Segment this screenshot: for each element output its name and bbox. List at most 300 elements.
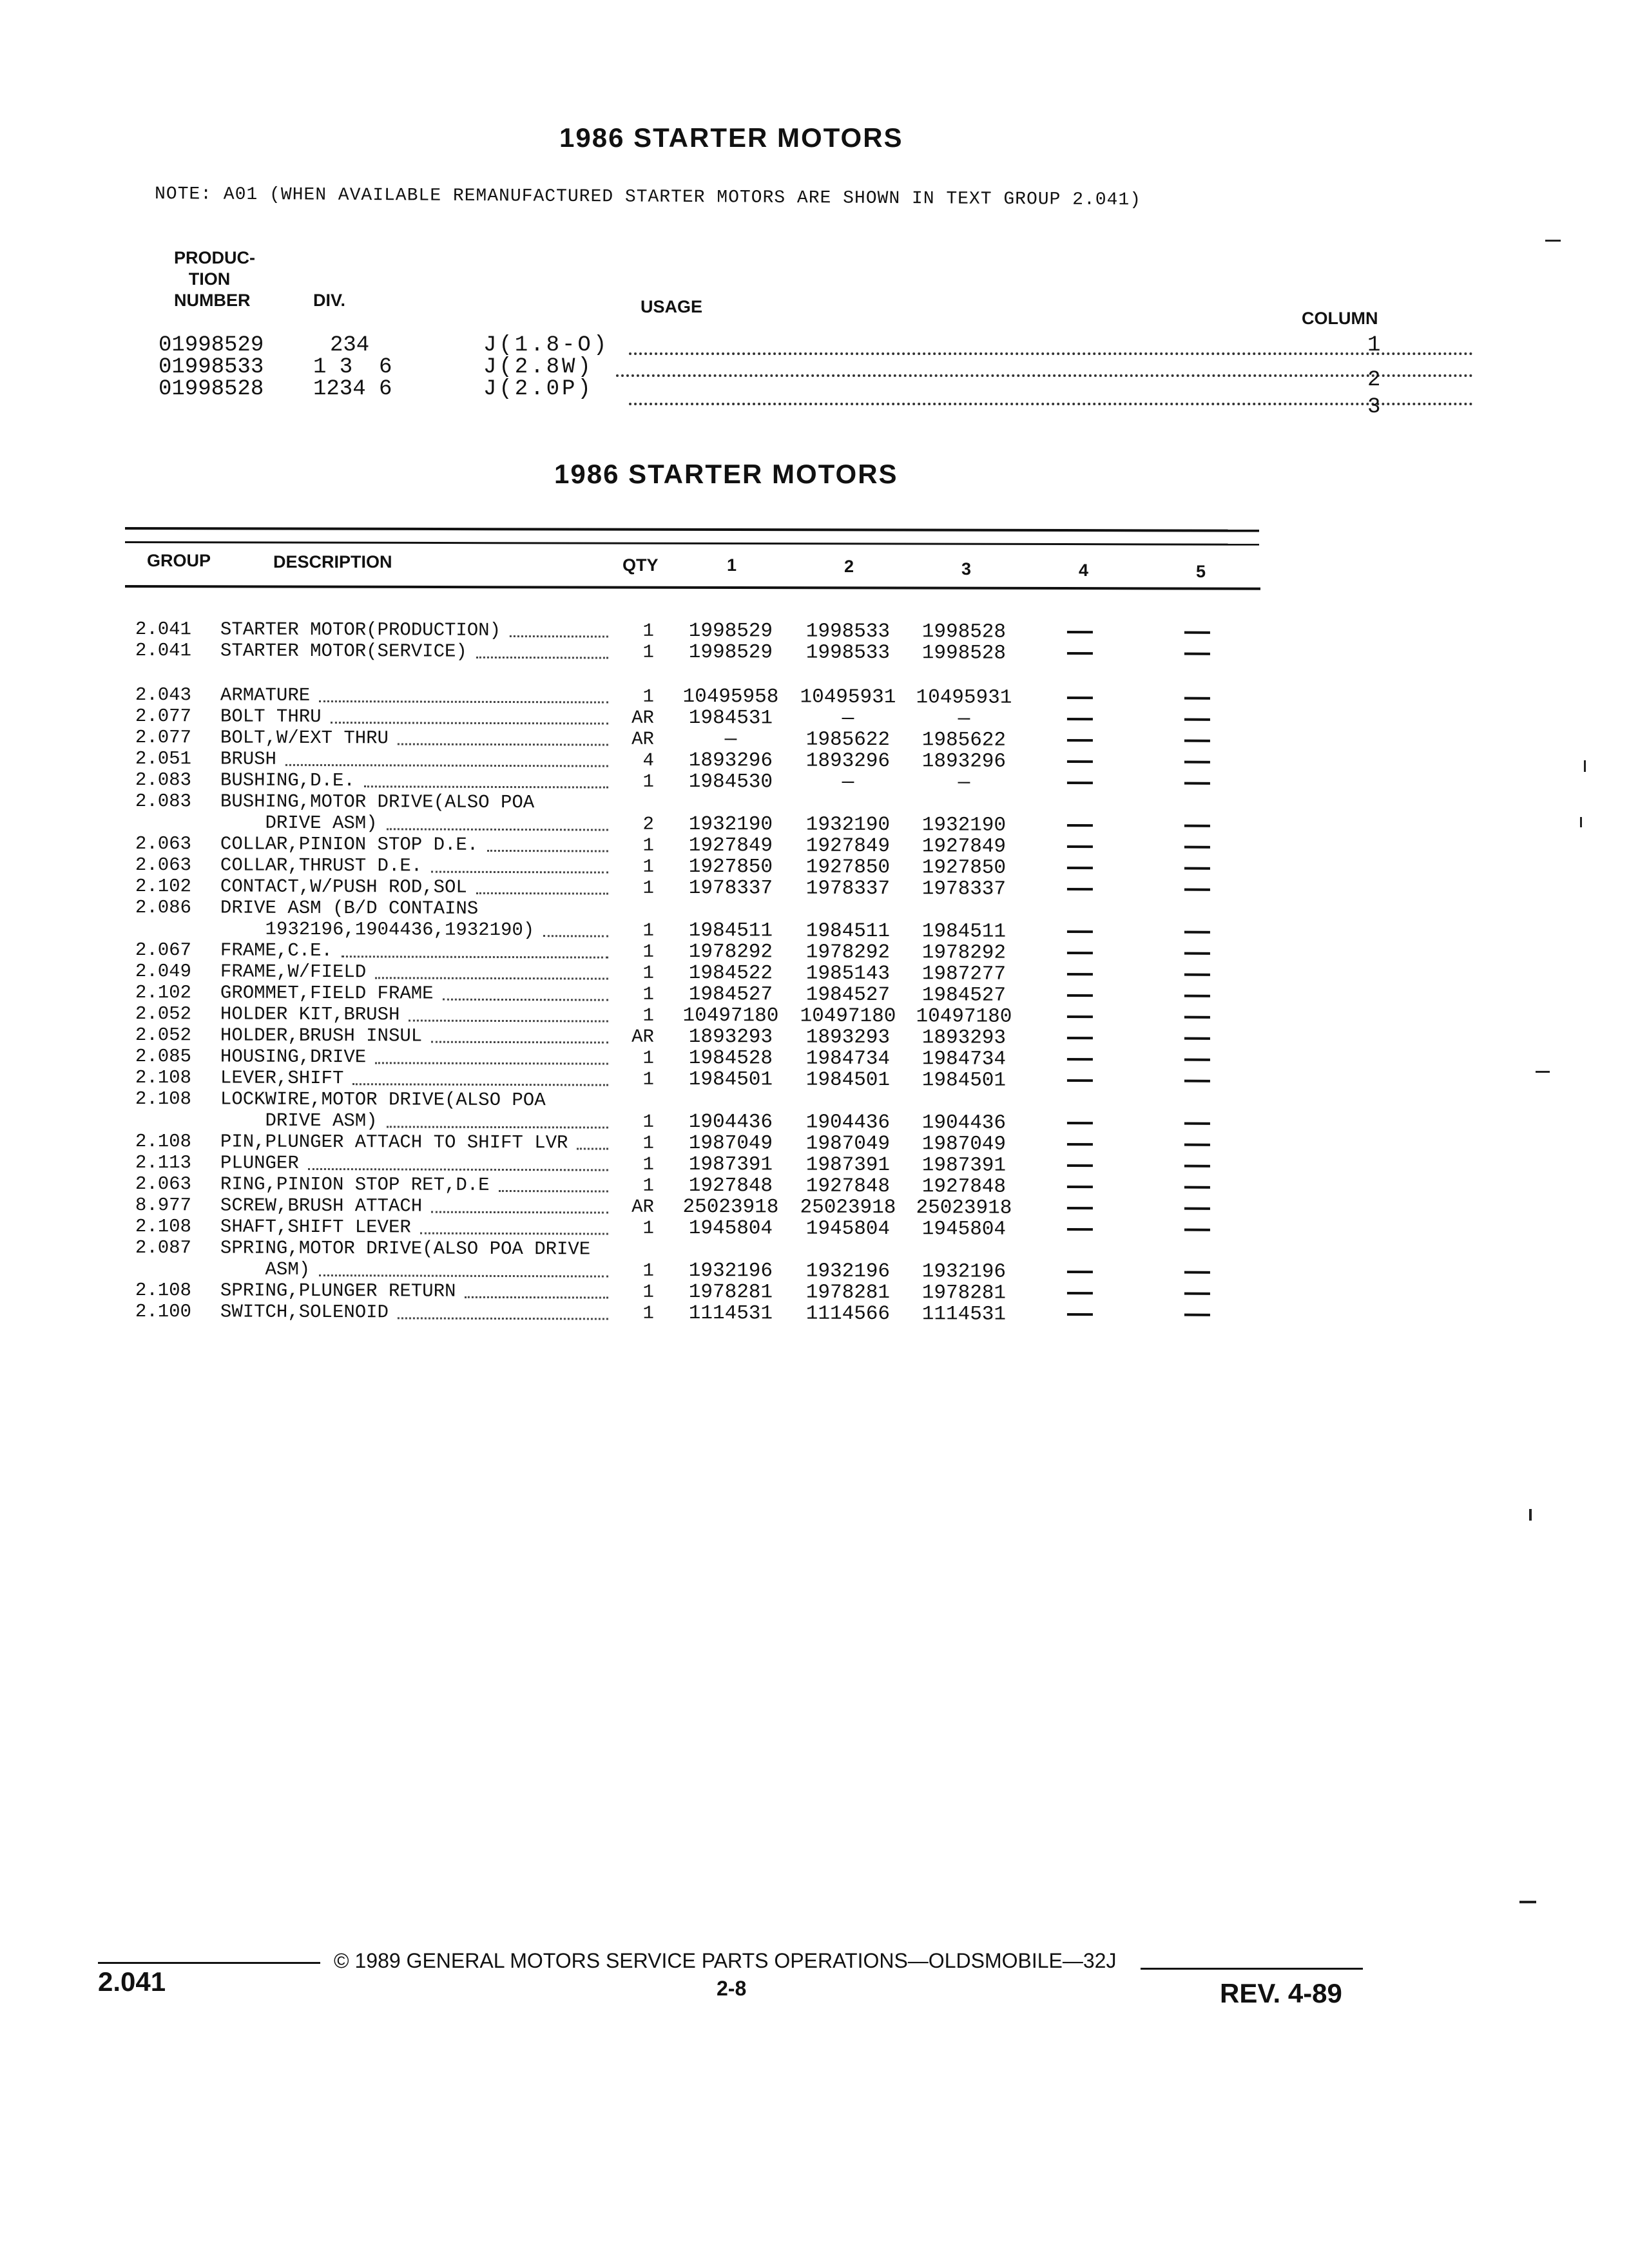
- leader-dots: [308, 1157, 608, 1171]
- col2-part-number: 1984501: [805, 1068, 891, 1092]
- col2-part-number: 25023918: [800, 1196, 896, 1220]
- description-cell: FRAME,C.E.: [220, 939, 333, 962]
- group-cell: 2.041: [135, 640, 192, 662]
- qty-cell: 1: [642, 919, 654, 941]
- col3-header: 3: [961, 559, 972, 579]
- description-cell: BOLT THRU: [220, 706, 322, 728]
- leader-dots: [375, 1050, 608, 1064]
- col4-dash: [1067, 867, 1093, 869]
- col5-dash: [1184, 1144, 1210, 1146]
- col4-dash: [1067, 994, 1093, 997]
- col5-dash: [1184, 846, 1210, 849]
- col1-part-number: 1984522: [688, 961, 773, 985]
- description-cell: PIN,PLUNGER ATTACH TO SHIFT LVR: [220, 1131, 568, 1154]
- col1-part-number: 1984530: [688, 770, 773, 794]
- leader-dots: [330, 710, 608, 725]
- col4-dash: [1067, 1271, 1093, 1273]
- leader-dots: [431, 1030, 608, 1044]
- description-cell: FRAME,W/FIELD: [220, 961, 367, 983]
- col5-dash: [1184, 782, 1210, 785]
- col2-part-number: 1893296: [805, 749, 891, 773]
- qty-cell: 1: [642, 1004, 654, 1026]
- col2-part-number: 10495931: [800, 686, 896, 709]
- leader-dots: [398, 1305, 608, 1320]
- col5-dash: [1184, 1293, 1210, 1295]
- description-cell: SPRING,PLUNGER RETURN: [220, 1280, 456, 1302]
- col2-part-number: 1987049: [805, 1132, 891, 1156]
- col2-part-number: 10497180: [800, 1004, 896, 1028]
- production-number: 01998528: [159, 377, 264, 401]
- section-title: 1986 STARTER MOTORS: [554, 459, 898, 489]
- col4-dash: [1067, 973, 1093, 975]
- group-cell: 2.108: [135, 1216, 192, 1238]
- qty-cell: AR: [631, 1196, 654, 1218]
- col1-part-number: 1893293: [688, 1025, 773, 1049]
- col4-dash: [1067, 1207, 1093, 1209]
- col4-dash: [1067, 1186, 1093, 1188]
- col4-dash: [1067, 631, 1093, 633]
- col3-part-number: 1985622: [921, 729, 1007, 752]
- col3-part-number: 1114531: [921, 1303, 1007, 1326]
- col1-part-number: 1987391: [688, 1153, 773, 1177]
- leader-dots: [364, 774, 608, 788]
- scan-mark: [1529, 1509, 1532, 1521]
- group-cell: 2.108: [135, 1280, 192, 1302]
- col3-part-number: 1987391: [921, 1154, 1007, 1177]
- leader-dots: [420, 1221, 608, 1235]
- qty-cell: 2: [642, 813, 654, 835]
- col5-header: 5: [1196, 562, 1206, 581]
- col2-part-number: 1927849: [805, 834, 891, 858]
- col3-part-number: 1978292: [921, 941, 1007, 965]
- col2-part-number: 1927850: [805, 856, 891, 879]
- group-cell: 2.063: [135, 833, 192, 855]
- footer-rule-right: [1141, 1968, 1363, 1970]
- leader-dots: [487, 838, 608, 852]
- col2-header: 2: [844, 557, 854, 576]
- col2-part-number: 1984734: [805, 1047, 891, 1071]
- column-header: COLUMN: [1302, 309, 1378, 328]
- table-top-rule: [125, 527, 1259, 532]
- col5-dash: [1184, 1122, 1210, 1125]
- col4-dash: [1067, 760, 1093, 763]
- description-cell: ARMATURE: [220, 684, 311, 706]
- col3-part-number: 1998528: [921, 620, 1007, 644]
- leader-dots: [285, 753, 608, 767]
- col4-dash: [1067, 718, 1093, 720]
- col3-part-number: —: [958, 707, 970, 731]
- col1-part-number: 25023918: [682, 1195, 779, 1219]
- description-cell: BUSHING,D.E.: [220, 769, 355, 792]
- group-cell: 2.108: [135, 1131, 192, 1153]
- col5-dash: [1184, 1059, 1210, 1061]
- leader-dots: [629, 390, 1473, 405]
- description-cell: RING,PINION STOP RET,D.E: [220, 1173, 490, 1196]
- leader-dots: [442, 987, 608, 1001]
- description-cell: BUSHING,MOTOR DRIVE(ALSO POA: [220, 791, 535, 814]
- col5-dash: [1184, 1314, 1210, 1316]
- qty-cell: 1: [642, 641, 654, 663]
- description-cell: COLLAR,PINION STOP D.E.: [220, 833, 479, 856]
- group-cell: 2.043: [135, 684, 192, 706]
- col2-part-number: —: [842, 707, 854, 730]
- group-cell: 2.086: [135, 897, 192, 919]
- col3-part-number: 1984501: [921, 1069, 1007, 1092]
- group-cell: 2.041: [135, 619, 192, 640]
- group-cell: 2.049: [135, 961, 192, 983]
- col4-dash: [1067, 652, 1093, 655]
- col4-dash: [1067, 739, 1093, 742]
- col2-part-number: 1987391: [805, 1153, 891, 1177]
- col3-part-number: 10497180: [916, 1005, 1012, 1028]
- description-cell: CONTACT,W/PUSH ROD,SOL: [220, 876, 467, 898]
- leader-dots: [431, 860, 608, 874]
- col4-dash: [1067, 824, 1093, 827]
- qty-cell: 1: [642, 877, 654, 899]
- col3-part-number: 1893296: [921, 750, 1007, 773]
- qty-cell: 1: [642, 834, 654, 856]
- production-row: [159, 377, 1396, 419]
- description-cell: COLLAR,THRUST D.E.: [220, 854, 423, 877]
- col1-part-number: [673, 1239, 789, 1240]
- group-cell: 2.102: [135, 982, 192, 1004]
- qty-cell: 1: [642, 1068, 654, 1090]
- col2-part-number: 1998533: [805, 641, 891, 665]
- col3-part-number: 1927848: [921, 1175, 1007, 1198]
- col3-part-number: 1904436: [921, 1111, 1007, 1135]
- col4-dash: [1067, 1143, 1093, 1146]
- col4-dash: [1067, 1079, 1093, 1082]
- description-cell: PLUNGER: [220, 1152, 299, 1174]
- col2-part-number: 1984527: [805, 983, 891, 1007]
- col1-part-number: 1987049: [688, 1131, 773, 1155]
- leader-dots: [543, 923, 608, 937]
- col5-dash: [1184, 974, 1210, 976]
- col5-dash: [1184, 1016, 1210, 1019]
- description-cell: HOUSING,DRIVE: [220, 1046, 367, 1068]
- col5-dash: [1184, 889, 1210, 891]
- col3-part-number: 1927849: [921, 835, 1007, 858]
- leader-dots: [476, 645, 608, 659]
- qty-cell: 1: [642, 1132, 654, 1154]
- col2-part-number: 1985622: [805, 728, 891, 752]
- production-div: 1234 6: [313, 377, 392, 401]
- col5-dash: [1184, 1165, 1210, 1168]
- col2-part-number: 1978337: [805, 877, 891, 901]
- col4-dash: [1067, 1037, 1093, 1039]
- leader-dots: [386, 816, 608, 831]
- div-header: DIV.: [313, 291, 346, 310]
- col1-part-number: 1945804: [688, 1216, 773, 1240]
- description-cell: DRIVE ASM (B/D CONTAINS: [220, 897, 479, 919]
- leader-dots: [319, 689, 608, 704]
- col3-part-number: 1893293: [921, 1026, 1007, 1050]
- col3-part-number: 1987277: [921, 963, 1007, 986]
- group-cell: 2.113: [135, 1152, 192, 1174]
- leader-dots: [375, 965, 608, 979]
- col1-part-number: 10497180: [682, 1004, 779, 1028]
- col5-dash: [1184, 718, 1210, 721]
- col4-dash: [1067, 930, 1093, 933]
- production-header-line-1: PRODUC-: [174, 248, 255, 267]
- qty-cell: 1: [642, 856, 654, 878]
- page-title: 1986 STARTER MOTORS: [559, 122, 903, 153]
- footer-section: 2.041: [98, 1966, 166, 1997]
- group-cell: 2.087: [135, 1237, 192, 1259]
- col1-part-number: —: [724, 728, 737, 751]
- col1-part-number: 1984528: [688, 1046, 773, 1070]
- col1-part-number: 1893296: [688, 749, 773, 773]
- qty-cell: AR: [631, 728, 654, 750]
- col3-part-number: 1984734: [921, 1048, 1007, 1071]
- qty-cell: 4: [642, 749, 654, 771]
- col1-header: 1: [727, 555, 737, 575]
- col2-part-number: 1998533: [805, 620, 891, 644]
- production-column: 1: [1367, 333, 1381, 358]
- col4-dash: [1067, 697, 1093, 699]
- description-cell: LOCKWIRE,MOTOR DRIVE(ALSO POA: [220, 1088, 546, 1111]
- group-header: GROUP: [147, 551, 211, 570]
- col2-part-number: 1114566: [805, 1302, 891, 1326]
- col1-part-number: 1978337: [688, 876, 773, 900]
- col1-part-number: 1984531: [688, 706, 773, 730]
- col4-dash: [1067, 1015, 1093, 1018]
- col2-part-number: 1978281: [805, 1281, 891, 1305]
- col3-part-number: 1927850: [921, 856, 1007, 879]
- description-cell: BOLT,W/EXT THRU: [220, 727, 389, 749]
- scan-mark: [1536, 1071, 1550, 1073]
- table-header-rule: [125, 585, 1260, 590]
- production-number: 01998533: [159, 355, 264, 380]
- col4-dash: [1067, 888, 1093, 890]
- col2-part-number: 1927848: [805, 1175, 891, 1198]
- col2-part-number: 1945804: [805, 1217, 891, 1241]
- col1-part-number: 1904436: [688, 1110, 773, 1134]
- qty-cell: 1: [642, 1302, 654, 1324]
- leader-dots: [498, 1178, 608, 1193]
- scan-mark: [1519, 1901, 1536, 1903]
- col1-part-number: 1927850: [688, 855, 773, 879]
- description-header: DESCRIPTION: [273, 552, 392, 572]
- col3-part-number: 1984511: [921, 920, 1007, 943]
- leader-dots: [398, 731, 608, 745]
- group-cell: 2.052: [135, 1003, 192, 1025]
- col5-dash: [1184, 631, 1210, 634]
- col4-dash: [1067, 782, 1093, 784]
- footer-rule-left: [98, 1962, 320, 1964]
- col4-header: 4: [1079, 561, 1089, 580]
- col2-part-number: [790, 793, 906, 794]
- description-cell: SPRING,MOTOR DRIVE(ALSO POA DRIVE: [220, 1237, 591, 1260]
- qty-cell: AR: [631, 1026, 654, 1048]
- production-header-line-2: TION: [188, 269, 231, 289]
- description-cell: GROMMET,FIELD FRAME: [220, 982, 434, 1004]
- description-cell: SWITCH,SOLENOID: [220, 1301, 389, 1323]
- production-number: 01998529: [159, 333, 264, 358]
- leader-dots: [386, 1114, 608, 1128]
- col5-dash: [1184, 1080, 1210, 1082]
- col5-dash: [1184, 697, 1210, 700]
- col1-part-number: 1998529: [688, 619, 773, 643]
- leader-dots: [431, 1200, 608, 1214]
- group-cell: 2.085: [135, 1046, 192, 1068]
- col3-part-number: 1987049: [921, 1133, 1007, 1156]
- col3-part-number: 10495931: [916, 686, 1012, 709]
- description-cell: SHAFT,SHIFT LEVER: [220, 1216, 411, 1238]
- description-cell: LEVER,SHIFT: [220, 1067, 344, 1090]
- qty-cell: 1: [642, 771, 654, 793]
- group-cell: 2.100: [135, 1301, 192, 1323]
- group-cell: 2.063: [135, 1173, 192, 1195]
- footer-revision: REV. 4-89: [1220, 1978, 1342, 2008]
- leader-dots: [342, 944, 608, 958]
- group-cell: 2.052: [135, 1024, 192, 1046]
- table-top-rule-2: [125, 541, 1259, 546]
- qty-cell: AR: [631, 707, 654, 729]
- col3-part-number: 25023918: [916, 1196, 1012, 1220]
- col5-dash: [1184, 1229, 1210, 1231]
- col4-dash: [1067, 845, 1093, 848]
- group-cell: 2.083: [135, 791, 192, 812]
- col3-part-number: 1932196: [921, 1260, 1007, 1283]
- production-div: 1 3 6: [313, 355, 392, 380]
- col1-part-number: 1927849: [688, 834, 773, 858]
- production-column: 2: [1367, 368, 1381, 392]
- leader-dots: [409, 1008, 608, 1022]
- col2-part-number: 1978292: [805, 941, 891, 965]
- col5-dash: [1184, 825, 1210, 827]
- col1-part-number: 1978281: [688, 1280, 773, 1304]
- footer-page-number: 2-8: [717, 1977, 747, 2000]
- col4-dash: [1067, 1228, 1093, 1231]
- group-cell: 2.077: [135, 727, 192, 749]
- qty-cell: 1: [642, 1175, 654, 1196]
- qty-cell: 1: [642, 941, 654, 963]
- col4-dash: [1067, 1058, 1093, 1061]
- production-column: 3: [1367, 395, 1381, 419]
- col4-dash: [1067, 1164, 1093, 1167]
- col1-part-number: 1998529: [688, 640, 773, 664]
- group-cell: 2.102: [135, 876, 192, 898]
- col5-dash: [1184, 867, 1210, 870]
- col3-part-number: 1998528: [921, 642, 1007, 665]
- leader-dots: [577, 1136, 608, 1149]
- qty-header: QTY: [622, 555, 659, 575]
- qty-cell: 1: [642, 962, 654, 984]
- col1-part-number: 1984501: [688, 1068, 773, 1091]
- col5-dash: [1184, 995, 1210, 997]
- production-number-header: [174, 247, 255, 311]
- col3-part-number: 1984527: [921, 984, 1007, 1007]
- qty-cell: 1: [642, 1217, 654, 1239]
- qty-cell: 1: [642, 686, 654, 707]
- description-cell: SCREW,BRUSH ATTACH: [220, 1195, 423, 1217]
- col3-part-number: —: [958, 771, 970, 794]
- production-usage: J(1.8-O): [483, 333, 610, 358]
- col4-dash: [1067, 1292, 1093, 1294]
- production-usage: J(2.8W): [483, 355, 593, 380]
- col1-part-number: 1984527: [688, 983, 773, 1006]
- col5-dash: [1184, 740, 1210, 742]
- leader-dots: [352, 1072, 608, 1086]
- col2-part-number: 1904436: [805, 1111, 891, 1135]
- qty-cell: 1: [642, 620, 654, 642]
- group-cell: 8.977: [135, 1195, 192, 1216]
- description-cell: STARTER MOTOR(PRODUCTION): [220, 619, 501, 641]
- description-cell: 1932196,1904436,1932190): [220, 918, 535, 941]
- qty-cell: 1: [642, 1281, 654, 1303]
- col1-part-number: 1114531: [688, 1302, 773, 1325]
- description-cell: BRUSH: [220, 748, 277, 770]
- col1-part-number: 1984511: [688, 919, 773, 943]
- leader-dots: [319, 1263, 608, 1278]
- col3-part-number: 1978281: [921, 1282, 1007, 1305]
- col1-part-number: 1932196: [688, 1259, 773, 1283]
- col1-part-number: [673, 1090, 789, 1091]
- production-usage: J(2.0P): [483, 377, 593, 401]
- col3-part-number: [906, 899, 1022, 900]
- col5-dash: [1184, 931, 1210, 934]
- group-cell: 2.108: [135, 1067, 192, 1089]
- col2-part-number: 1893293: [805, 1026, 891, 1050]
- col5-dash: [1184, 1271, 1210, 1274]
- group-cell: 2.051: [135, 748, 192, 770]
- qty-cell: 1: [642, 1111, 654, 1133]
- col5-dash: [1184, 952, 1210, 955]
- col2-part-number: —: [842, 771, 854, 794]
- col2-part-number: 1985143: [805, 962, 891, 986]
- col2-part-number: 1984511: [805, 919, 891, 943]
- usage-header: USAGE: [641, 297, 703, 316]
- qty-cell: 1: [642, 1047, 654, 1069]
- col1-part-number: 10495958: [682, 685, 779, 709]
- col2-part-number: [790, 899, 906, 900]
- col3-part-number: [906, 793, 1022, 794]
- col2-part-number: 1932196: [805, 1260, 891, 1283]
- col2-part-number: 1932190: [805, 813, 891, 837]
- col3-part-number: 1945804: [921, 1218, 1007, 1241]
- col5-dash: [1184, 1186, 1210, 1189]
- qty-cell: 1: [642, 1153, 654, 1175]
- description-cell: HOLDER KIT,BRUSH: [220, 1003, 400, 1026]
- scan-mark: [1580, 817, 1582, 827]
- description-cell: DRIVE ASM): [220, 1110, 378, 1132]
- qty-cell: 1: [642, 1260, 654, 1282]
- group-cell: 2.108: [135, 1088, 192, 1110]
- description-cell: ASM): [220, 1258, 311, 1280]
- leader-dots: [510, 624, 608, 638]
- col5-dash: [1184, 761, 1210, 764]
- group-cell: 2.083: [135, 769, 192, 791]
- col5-dash: [1184, 1037, 1210, 1040]
- leader-dots: [629, 340, 1473, 355]
- col5-dash: [1184, 653, 1210, 655]
- description-cell: STARTER MOTOR(SERVICE): [220, 640, 467, 662]
- description-cell: DRIVE ASM): [220, 812, 378, 834]
- note-text: NOTE: A01 (WHEN AVAILABLE REMANUFACTURED STARTER MOTORS ARE SHOWN IN TEXT GROUP 2.041): [154, 184, 1142, 211]
- leader-dots: [616, 361, 1473, 377]
- leader-dots: [476, 881, 608, 895]
- col1-part-number: 1932190: [688, 812, 773, 836]
- scan-mark: [1545, 240, 1561, 242]
- leader-dots: [465, 1285, 608, 1299]
- qty-cell: 1: [642, 983, 654, 1005]
- col1-part-number: 1978292: [688, 940, 773, 964]
- footer-copyright: © 1989 GENERAL MOTORS SERVICE PARTS OPERATIONS—OLDSMOBILE—32J: [334, 1949, 1117, 1972]
- description-cell: HOLDER,BRUSH INSUL: [220, 1024, 423, 1047]
- production-div: 234: [330, 333, 370, 358]
- col4-dash: [1067, 952, 1093, 954]
